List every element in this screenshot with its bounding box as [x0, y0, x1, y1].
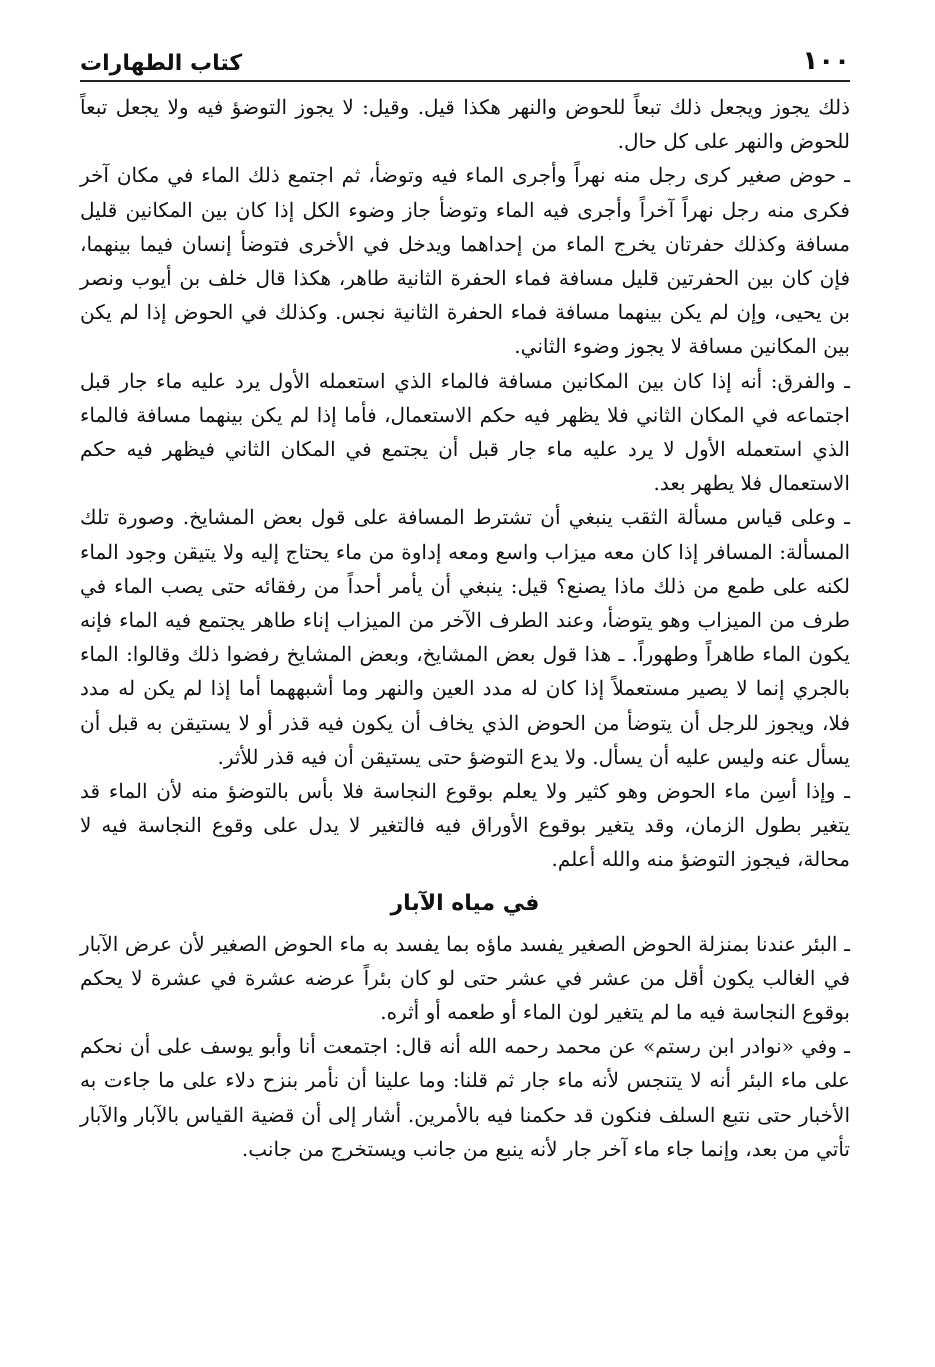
- paragraph: ذلك يجوز ويجعل ذلك تبعاً للحوض والنهر هكذا قيل. وقيل: لا يجوز التوضؤ فيه ولا يجعل تبعاً للحوض والنهر على كل حال.: [80, 95, 850, 154]
- page-header: [80, 32, 850, 76]
- running-title: كتاب الطهارات: [80, 51, 243, 76]
- paragraph: ـ وعلى قياس مسألة الثقب ينبغي أن تشترط المسافة على قول بعض المشايخ. وصورة تلك المسألة: المسافر إذا كان معه ميزاب واسع ومعه إداوة من ماء يحتاج إليه ولا يتيقن وجود الماء لكنه على طمع من ذلك ماذا يصنع؟ قيل: ينبغي أن يأمر أحداً من رفقائه حتى يصب الماء في طرف من الميزاب وهو يتوضأ، وعند الطرف الآخر من الميزاب إناء طاهر يجتمع فيه الماء فإنه يكون الماء طاهراً وطهوراً. ـ هذا قول بعض المشايخ، وبعض المشايخ رفضوا ذلك وقالوا: الماء بالجري إنما لا يصير مستعملاً إذا كان له مدد العين والنهر وما أشبههما أما إذا لم يكن له مدد فلا، ويجوز للرجل أن يتوضأ من الحوض الذي يخاف أن يكون فيه قذر أو لا يستيقن به قبل أن يسأل عنه وليس عليه أن يسأل. ولا يدع التوضؤ حتى يستيقن أن فيه قذر للأثر.: [80, 505, 850, 769]
- paragraph: ـ حوض صغير كرى رجل منه نهراً وأجرى الماء فيه وتوضأ، ثم اجتمع ذلك الماء في مكان آخر فكرى منه رجل نهراً آخراً وأجرى فيه الماء وتوضأ جاز وضوء الكل إذا كان بين المكانين قليل مسافة وكذلك حفرتان يخرج الماء من إحداهما ويدخل في الأخرى فتوضأ إنسان فيما بينهما، فإن كان بين الحفرتين قليل مسافة فماء الحفرة الثانية طاهر، هكذا قال خلف بن أيوب ونصر بن يحيى، وإن لم يكن بينهما مسافة فماء الحفرة الثانية نجس. وكذلك في الحوض إذا لم يكن بين المكانين مسافة لا يجوز وضوء الثاني.: [80, 163, 850, 359]
- paragraph: ـ البئر عندنا بمنزلة الحوض الصغير يفسد ماؤه بما يفسد به ماء الحوض الصغير لأن عرض الآبار في الغالب يكون أقل من عشر في عشر حتى لو كان بئراً عرضه عشرة في عشرة لا يحكم بوقوع النجاسة فيه ما لم يتغير لون الماء أو طعمه أو أثره.: [80, 931, 850, 1025]
- paragraph: ـ وإذا أسِن ماء الحوض وهو كثير ولا يعلم بوقوع النجاسة فلا بأس بالتوضؤ منه لأن الماء قد يتغير بطول الزمان، وقد يتغير بوقوع الأوراق فيه فالتغير لا يدل على وقوع النجاسة فيه لا محالة، فيجوز التوضؤ منه والله أعلم.: [80, 779, 850, 872]
- page-body: [80, 90, 850, 1166]
- page-number: ١٠٠: [802, 46, 850, 76]
- paragraph: ـ والفرق: أنه إذا كان بين المكانين مسافة فالماء الذي استعمله الأول يرد عليه ماء جار قبل اجتماعه في المكان الثاني فلا يظهر فيه حكم الاستعمال، فأما إذا لم يكن بينهما مسافة فالماء الذي استعمله الأول لا يرد عليه ماء جار قبل أن يجتمع في المكان الثاني فيظهر فيه حكم الاستعمال فلا يطهر بعد.: [80, 368, 850, 496]
- header-divider: [80, 80, 850, 82]
- paragraph: ـ وفي «نوادر ابن رستم» عن محمد رحمه الله أنه قال: اجتمعت أنا وأبو يوسف على أن نحكم على ماء البئر أنه لا يتنجس لأنه ماء جار ثم قلنا: وما علينا أن نأمر بنزح دلاء على ما جاءت به الأخبار حتى نتبع السلف فنكون قد حكمنا فيه بالأمرين. أشار إلى أن قضية القياس بالآبار والآبار تأتي من بعد، وإنما جاء ماء آخر جار لأنه ينبع من جانب ويستخرج من جانب.: [80, 1034, 850, 1161]
- section-heading: في مياه الآبار: [390, 890, 540, 916]
